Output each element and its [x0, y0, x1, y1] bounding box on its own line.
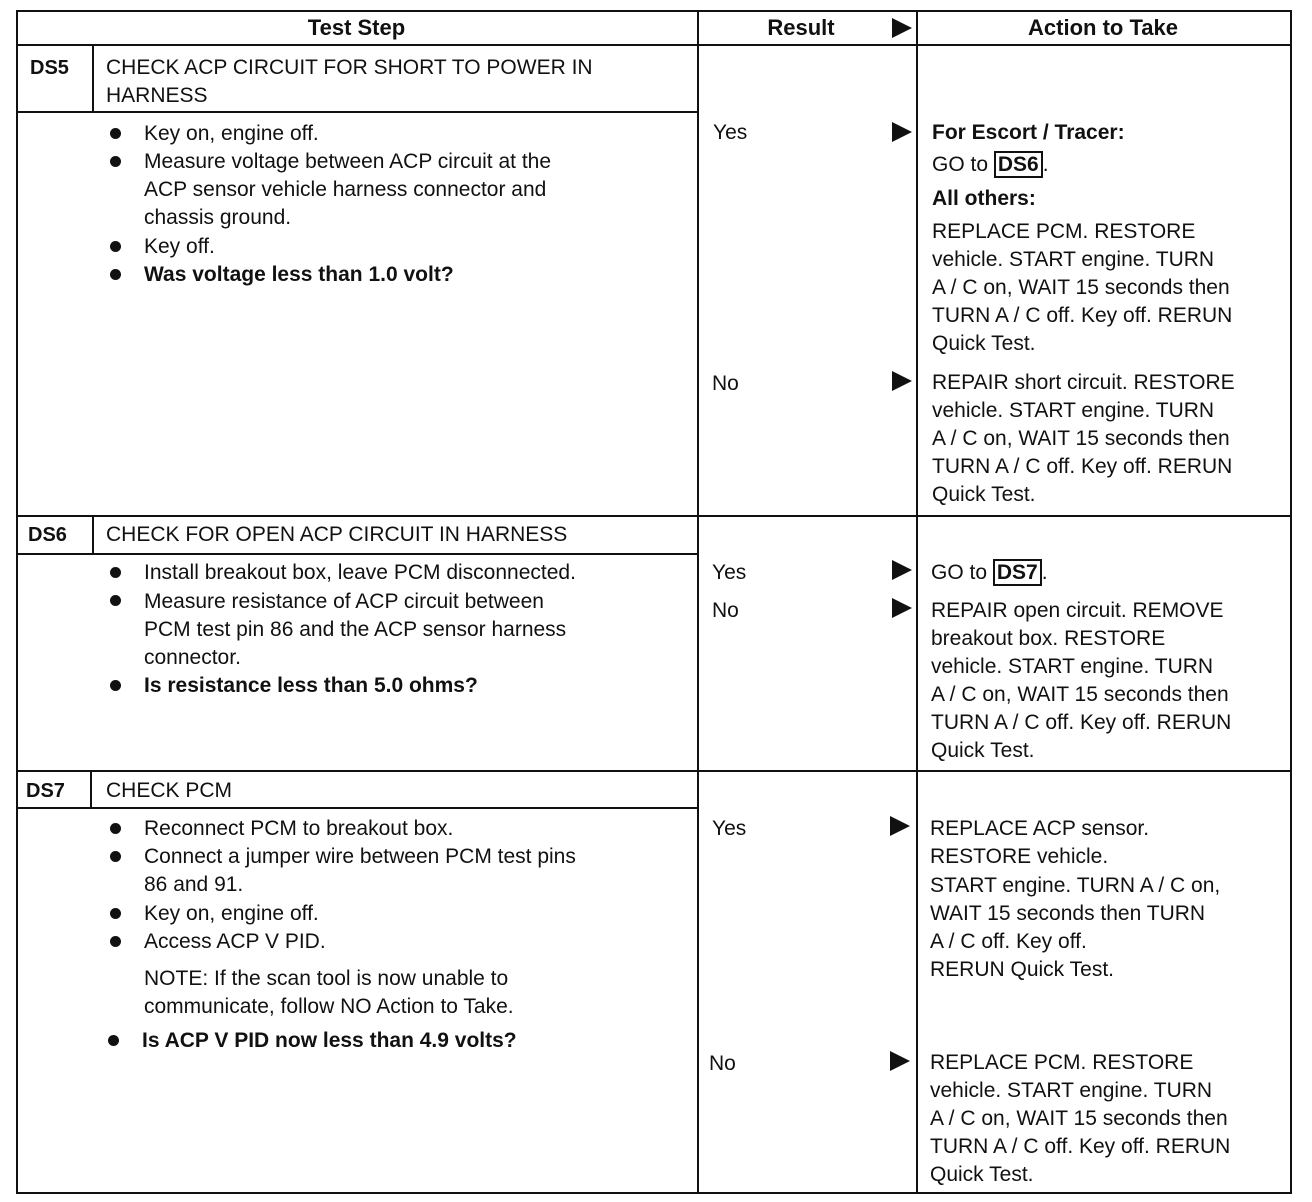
ds5-step-1: Key on, engine off.: [144, 122, 319, 145]
ds5-result-no: No: [712, 372, 739, 395]
column-divider-action: [916, 10, 918, 1194]
ds7-yes-action-line: RESTORE vehicle.: [930, 845, 1109, 868]
ds6-no-action-line: A / C on, WAIT 15 seconds then: [931, 683, 1229, 706]
goto-suffix: .: [1041, 561, 1048, 584]
ds7-reference-link[interactable]: DS7: [993, 559, 1042, 586]
ds7-step-3: Key on, engine off.: [144, 902, 319, 925]
goto-prefix: GO to: [931, 561, 988, 584]
ds5-yes-action-line: Quick Test.: [932, 332, 1036, 355]
ds6-id: DS6: [28, 524, 67, 546]
ds5-yes-action-line: A / C on, WAIT 15 seconds then: [932, 276, 1230, 299]
ds5-goto: [932, 151, 1049, 179]
ds5-title: CHECK ACP CIRCUIT FOR SHORT TO POWER IN: [106, 56, 593, 79]
bullet-icon: [110, 908, 121, 919]
bullet-icon: [110, 241, 121, 252]
bullet-icon: [110, 595, 121, 606]
ds7-title-divider: [16, 807, 699, 809]
ds7-id: DS7: [26, 780, 65, 802]
ds7-no-action-line: Quick Test.: [930, 1163, 1034, 1186]
ds6-no-action-line: vehicle. START engine. TURN: [931, 655, 1214, 678]
bullet-icon: [110, 680, 121, 691]
ds5-bottom-divider: [16, 515, 1292, 517]
ds5-yes-action-line: TURN A / C off. Key off. RERUN: [932, 304, 1233, 327]
ds5-step-2-cont: ACP sensor vehicle harness connector and: [144, 178, 547, 201]
ds7-note: NOTE: If the scan tool is now unable to: [144, 967, 509, 990]
header-divider: [16, 44, 1292, 46]
ds7-step-2: Connect a jumper wire between PCM test pins: [144, 845, 576, 868]
ds7-no-action-line: vehicle. START engine. TURN: [930, 1079, 1213, 1102]
ds7-yes-action-line: START engine. TURN A / C on,: [930, 874, 1221, 897]
column-divider-result: [697, 10, 699, 1194]
arrow-icon: [890, 816, 910, 836]
ds5-result-yes: Yes: [713, 121, 748, 144]
ds5-yes-action-line: REPLACE PCM. RESTORE: [932, 220, 1196, 243]
ds7-no-action-line: REPLACE PCM. RESTORE: [930, 1051, 1194, 1074]
ds7-yes-action-line: A / C off. Key off.: [930, 930, 1087, 953]
bullet-icon: [110, 936, 121, 947]
ds6-step-2-cont: connector.: [144, 646, 241, 669]
ds7-note-cont: communicate, follow NO Action to Take.: [144, 995, 514, 1018]
header-test-step: Test Step: [307, 15, 406, 40]
ds7-id-divider: [90, 770, 92, 808]
ds6-bottom-divider: [16, 770, 1292, 772]
arrow-icon: [892, 371, 912, 391]
ds6-title-divider: [16, 553, 699, 555]
ds6-question: Is resistance less than 5.0 ohms?: [144, 674, 478, 697]
ds7-no-action-line: A / C on, WAIT 15 seconds then: [930, 1107, 1228, 1130]
ds6-step-1: Install breakout box, leave PCM disconnected.: [144, 561, 576, 584]
ds7-no-action-line: TURN A / C off. Key off. RERUN: [930, 1135, 1231, 1158]
arrow-icon: [890, 1051, 910, 1071]
bullet-icon: [110, 851, 121, 862]
ds5-question: Was voltage less than 1.0 volt?: [144, 263, 454, 286]
ds7-yes-action-line: WAIT 15 seconds then TURN: [930, 902, 1206, 925]
ds5-no-action-line: REPAIR short circuit. RESTORE: [932, 371, 1235, 394]
ds6-result-yes: Yes: [712, 561, 747, 584]
header-arrow-icon: [892, 18, 912, 38]
ds5-no-action-line: Quick Test.: [932, 483, 1036, 506]
ds5-others-label: All others:: [932, 187, 1036, 210]
bullet-icon: [110, 567, 121, 578]
ds6-no-action-line: REPAIR open circuit. REMOVE: [931, 599, 1224, 622]
ds6-no-action-line: breakout box. RESTORE: [931, 627, 1166, 650]
ds5-title-cont: HARNESS: [106, 84, 208, 107]
ds5-step-2: Measure voltage between ACP circuit at the: [144, 150, 552, 173]
header-result: Result: [767, 15, 835, 40]
ds6-no-action-line: TURN A / C off. Key off. RERUN: [931, 711, 1232, 734]
goto-prefix: GO to: [932, 153, 989, 176]
goto-suffix: .: [1042, 153, 1049, 176]
arrow-icon: [892, 598, 912, 618]
ds7-step-1: Reconnect PCM to breakout box.: [144, 817, 454, 840]
ds5-escort-label: For Escort / Tracer:: [932, 121, 1125, 144]
ds6-step-2: Measure resistance of ACP circuit between: [144, 590, 544, 613]
bullet-icon: [108, 1035, 119, 1046]
ds5-title-divider: [16, 111, 699, 113]
ds6-reference-link[interactable]: DS6: [994, 151, 1043, 178]
ds5-step-3: Key off.: [144, 235, 215, 258]
ds7-title: CHECK PCM: [106, 779, 233, 802]
arrow-icon: [892, 122, 912, 142]
ds7-yes-action-line: RERUN Quick Test.: [930, 958, 1114, 981]
bullet-icon: [110, 823, 121, 834]
ds5-step-2-cont: chassis ground.: [144, 206, 292, 229]
ds6-no-action-line: Quick Test.: [931, 739, 1035, 762]
diagnostic-table: [16, 10, 1292, 1194]
ds5-yes-action-line: vehicle. START engine. TURN: [932, 248, 1215, 271]
bullet-icon: [110, 156, 121, 167]
ds7-result-no: No: [709, 1052, 736, 1075]
bullet-icon: [110, 128, 121, 139]
arrow-icon: [892, 560, 912, 580]
ds6-goto: [931, 559, 1048, 587]
ds6-result-no: No: [712, 599, 739, 622]
bullet-icon: [110, 269, 121, 280]
ds7-yes-action-line: REPLACE ACP sensor.: [930, 817, 1150, 840]
ds5-no-action-line: A / C on, WAIT 15 seconds then: [932, 427, 1230, 450]
ds7-step-4: Access ACP V PID.: [144, 930, 326, 953]
ds7-question: Is ACP V PID now less than 4.9 volts?: [142, 1029, 517, 1052]
ds6-step-2-cont: PCM test pin 86 and the ACP sensor harness: [144, 618, 567, 641]
ds5-id: DS5: [30, 57, 69, 79]
ds5-no-action-line: vehicle. START engine. TURN: [932, 399, 1215, 422]
ds5-no-action-line: TURN A / C off. Key off. RERUN: [932, 455, 1233, 478]
ds7-result-yes: Yes: [712, 817, 747, 840]
header-action: Action to Take: [1028, 15, 1178, 40]
ds6-id-divider: [92, 515, 94, 555]
ds5-id-divider: [92, 44, 94, 112]
ds7-step-2-cont: 86 and 91.: [144, 873, 244, 896]
ds6-title: CHECK FOR OPEN ACP CIRCUIT IN HARNESS: [106, 523, 568, 546]
